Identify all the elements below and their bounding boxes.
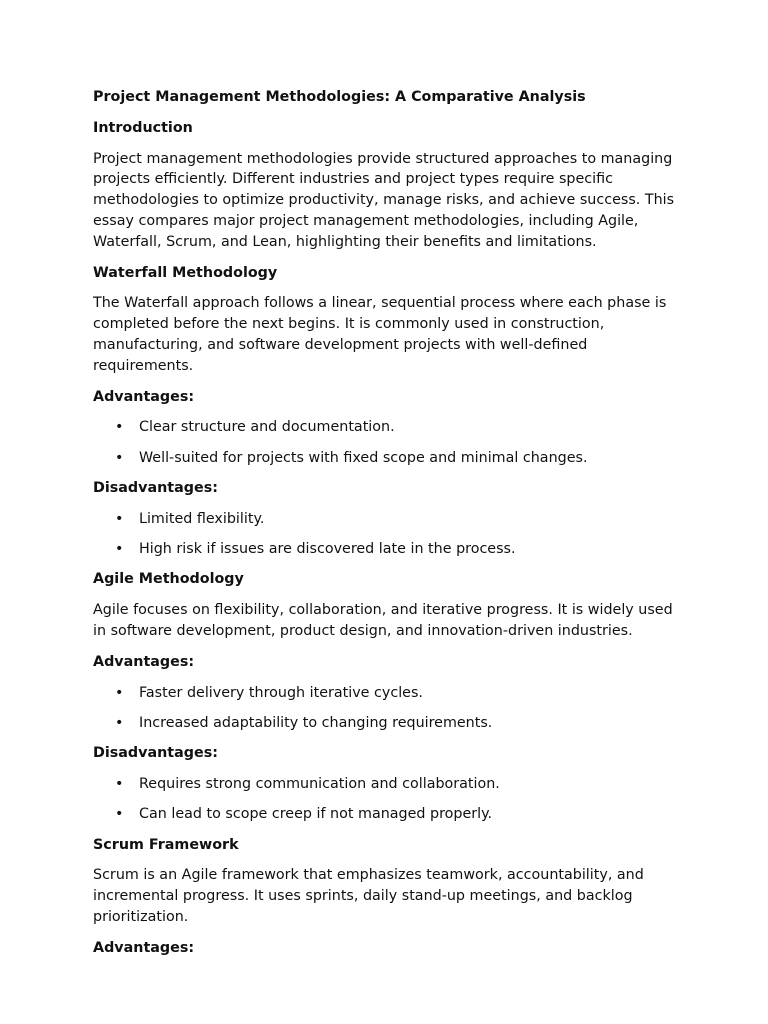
scrum-paragraph: Scrum is an Agile framework that emphasizes teamwork, accountability, and incremental progress. It uses sprints, daily stand-up meetings, and backlog prioritization. (93, 867, 644, 925)
list-item-text: Requires strong communication and collaboration. (139, 775, 500, 792)
list-item (93, 804, 683, 825)
list-item (93, 509, 683, 530)
document-title: Project Management Methodologies: A Comparative Analysis (93, 89, 586, 105)
list-item (93, 448, 683, 469)
bullet-icon: • (115, 449, 124, 466)
section-heading-scrum: Scrum Framework (93, 836, 239, 853)
list-item (93, 539, 683, 560)
section-heading-introduction: Introduction (93, 119, 193, 136)
bullet-icon: • (115, 775, 124, 792)
list-item-text: Clear structure and documentation. (139, 419, 395, 436)
bullet-icon: • (115, 714, 124, 731)
list-item (93, 774, 683, 795)
document-page (93, 87, 683, 969)
bullet-icon: • (115, 419, 124, 436)
scrum-advantages-label: Advantages: (93, 939, 195, 956)
waterfall-disadvantages-label: Disadvantages: (93, 479, 218, 496)
list-item (93, 417, 683, 438)
list-item-text: Increased adaptability to changing requirements. (139, 714, 493, 731)
agile-disadvantages-list (93, 774, 683, 825)
agile-advantages-list (93, 683, 683, 734)
bullet-icon: • (115, 684, 124, 701)
list-item-text: High risk if issues are discovered late in the process. (139, 541, 516, 558)
section-heading-agile: Agile Methodology (93, 571, 244, 588)
introduction-paragraph: Project management methodologies provide structured approaches to managing projects efficiently. Different industries and project types require specific methodologies to optimize productivity, manage risks, and achieve success. This essay compares major project management methodologies, including Agile, Waterfall, Scrum, and Lean, highlighting their benefits and limitations. (93, 150, 675, 250)
bullet-icon: • (115, 510, 124, 527)
list-item-text: Limited flexibility. (139, 510, 265, 527)
list-item (93, 683, 683, 704)
bullet-icon: • (115, 806, 124, 823)
list-item (93, 713, 683, 734)
bullet-icon: • (115, 541, 124, 558)
agile-advantages-label: Advantages: (93, 653, 195, 670)
section-heading-waterfall: Waterfall Methodology (93, 264, 278, 281)
waterfall-paragraph: The Waterfall approach follows a linear, sequential process where each phase is completed before the next begins. It is commonly used in construction, manufacturing, and software development projects with well-defined requirements. (93, 295, 667, 374)
list-item-text: Well-suited for projects with fixed scope and minimal changes. (139, 449, 588, 466)
waterfall-advantages-list (93, 417, 683, 468)
agile-paragraph: Agile focuses on flexibility, collaboration, and iterative progress. It is widely used in software development, product design, and innovation-driven industries. (93, 602, 673, 639)
waterfall-advantages-label: Advantages: (93, 388, 195, 405)
waterfall-disadvantages-list (93, 509, 683, 560)
list-item-text: Faster delivery through iterative cycles. (139, 684, 423, 701)
list-item-text: Can lead to scope creep if not managed properly. (139, 806, 493, 823)
agile-disadvantages-label: Disadvantages: (93, 745, 218, 762)
